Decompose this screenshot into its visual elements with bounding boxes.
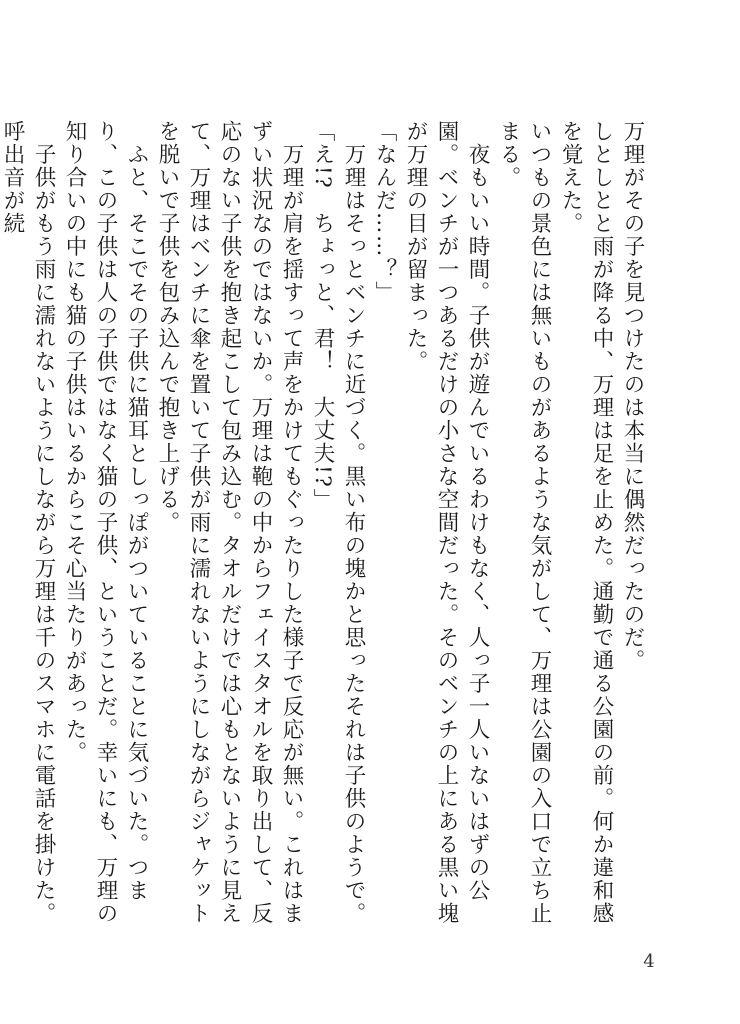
paragraph: 万理が肩を揺すって声をかけてもぐったりした様子で反応が無い。これはまずい状況なのではないか。万理は鞄の中からフェイスタオルを取り出して、反応のない子供を抱き起こして包み込む。タオルだけでは心もとないように見えて、万理はベンチに傘を置いて子供が雨に濡れないようにしながらジャケットを脱いで子供を包み込んで抱き上げる。 xyxy=(155,120,304,925)
paragraph: 万理がその子を見つけたのは本当に偶然だったのだ。 xyxy=(620,120,645,672)
paragraph: ふと、そこでその子供に猫耳としっぽがついていることに気づいた。つまり、この子供は人の子供ではなく猫の子供、ということだ。幸いにも、万理の知り合いの中にも猫の子供はいるからこそ心当たりがあった。 xyxy=(62,120,149,925)
paragraph: 万理はそっとベンチに近づく。黒い布の塊かと思ったそれは子供のようで。 xyxy=(341,120,366,925)
page-number: 4 xyxy=(643,951,655,972)
paragraph: いつもの景色には無いものがあるような気がして、万理は公園の入口で立ち止まる。 xyxy=(496,120,552,925)
dialogue: 「え!? ちょっと、君！ 大丈夫!?」 xyxy=(310,120,335,512)
paragraph: しとしとと雨が降る中、万理は足を止めた。通勤で通る公園の前。何か違和感を覚えた。 xyxy=(558,120,614,925)
dialogue: 「なんだ……？」 xyxy=(372,120,397,304)
paragraph: 夜もいい時間。子供が遊んでいるわけもなく、人っ子一人いないはずの公園。ベンチが一つあるだけの小さな空間だった。そのベンチの上にある黒い塊が万理の目が留まった。 xyxy=(403,120,490,925)
paragraph: 子供がもう雨に濡れないようにしながら万理は千のスマホに電話を掛けた。呼出音が続 xyxy=(0,120,56,925)
vertical-text-body xyxy=(0,120,648,930)
